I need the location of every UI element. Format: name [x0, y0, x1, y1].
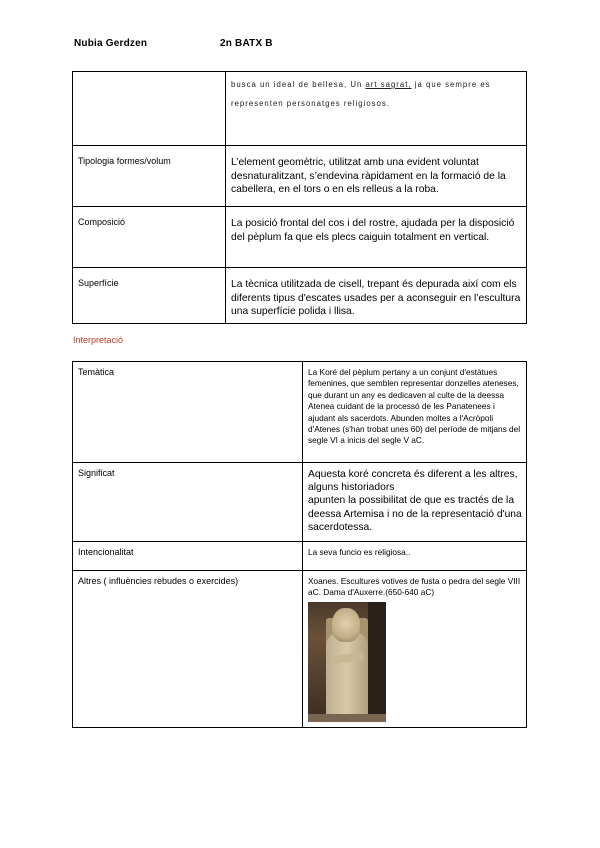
interpretation-table — [72, 361, 527, 728]
content-line: apunten la possibilitat de que es tractés de la deessa Artemisa i no de la representació d'una sacerdotessa. — [308, 495, 522, 533]
row-label: Tipologia formes/volum — [73, 146, 226, 207]
row-content — [303, 571, 527, 728]
row-label: Significat — [73, 463, 303, 542]
row-label: Altres ( influències rebudes o exercides) — [73, 571, 303, 728]
content-text: Xoanes. Escultures votives de fusta o pedra del segle VIII aC. Dama d'Auxerre.(650-640 aC) — [308, 576, 521, 598]
table-row — [73, 72, 527, 146]
row-label: Superfície — [73, 268, 226, 324]
section-title: Interpretació — [73, 335, 124, 345]
content-text: busca un ideal de bellesa, Un — [231, 80, 366, 89]
content-text: ja que sempre es representen personatges religiosos. — [231, 80, 491, 108]
row-label: Intencionalitat — [73, 542, 303, 571]
table-row — [73, 207, 527, 268]
content-line: Aquesta koré concreta és diferent a les altres, alguns historiadors — [308, 469, 518, 494]
table-row — [73, 463, 527, 542]
content-link[interactable]: art sagrat, — [365, 80, 412, 89]
row-content — [303, 463, 527, 542]
table-row — [73, 542, 527, 571]
row-content: La posició frontal del cos i del rostre, ajudada per la disposició del pèplum fa que els plecs caiguin totalment en vertical. — [226, 207, 527, 268]
row-content: La tècnica utilitzada de cisell, trepant és depurada així com els diferents tipus d'escates usades per a aconseguir en l’escultura una superfície polida i llisa. — [226, 268, 527, 324]
row-content: L’element geomètric, utilitzat amb una evident voluntat desnaturalitzant, s’endevina ràpidament en la formació de la cabellera, en el tors o en els relleus a la roba. — [226, 146, 527, 207]
statue-photo — [308, 602, 386, 722]
table-row — [73, 268, 527, 324]
table-row — [73, 571, 527, 728]
class-name: 2n BATX B — [220, 38, 273, 49]
row-label: Temàtica — [73, 362, 303, 463]
page-header — [74, 38, 273, 49]
table-row — [73, 362, 527, 463]
row-content — [226, 72, 527, 146]
table-row — [73, 146, 527, 207]
row-content: La Koré del pèplum pertany a un conjunt d'estàtues femenines, que semblen representar donzelles ateneses, que durant un any es dedicaven al culte de la deessa Atenea cuidant de la processó de les Panatenees i ajudant als sacerdots. Abunden moltes a l'Acròpoli d'Atenes (s'han trobat unes 60) del període de mitjans del segle VI a inicis del segle V aC. — [303, 362, 527, 463]
student-name: Nubia Gerdzen — [74, 38, 148, 49]
analysis-table — [72, 71, 527, 324]
row-content: La seva funcio es religiosa.. — [303, 542, 527, 571]
row-label — [73, 72, 226, 146]
row-label: Composició — [73, 207, 226, 268]
